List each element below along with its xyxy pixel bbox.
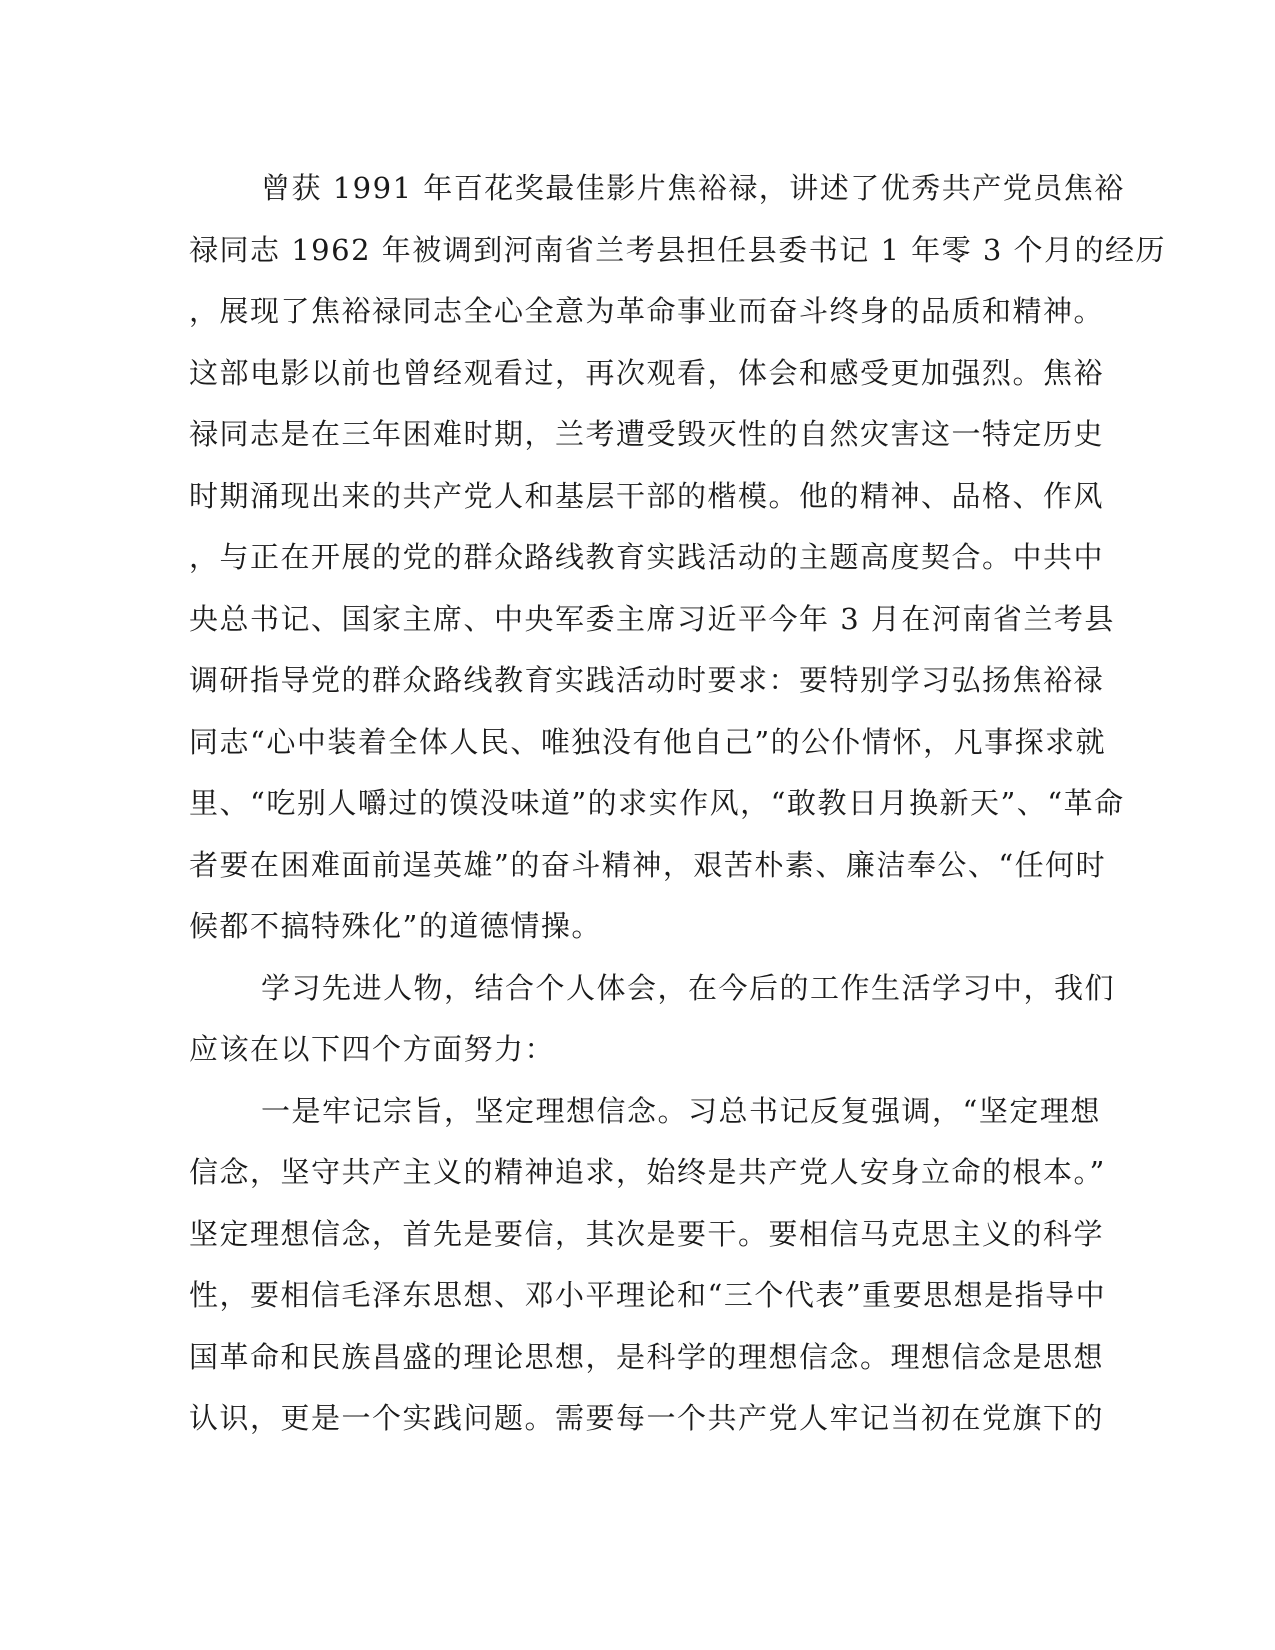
body-text <box>189 158 1167 1450</box>
paragraph-1-line-13: 候都不搞特殊化”的道德情操。 <box>189 909 602 943</box>
paragraph-3-line-1: 一是牢记宗旨，坚定理想信念。习总书记反复强调，“坚定理想 <box>261 1093 1101 1128</box>
paragraph-2-line-2: 应该在以下四个方面努力： <box>189 1032 556 1066</box>
paragraph-1-line-6: 时期涌现出来的共产党人和基层干部的楷模。他的精神、品格、作风 <box>189 478 1105 513</box>
paragraph-1-line-12: 者要在困难面前逞英雄”的奋斗精神，艰苦朴素、廉洁奉公、“任何时 <box>189 847 1107 882</box>
paragraph-1-line-2: 禄同志 1962 年被调到河南省兰考县担任县委书记 1 年零 3 个月的经历 <box>189 232 1167 267</box>
paragraph-1-line-4: 这部电影以前也曾经观看过，再次观看，体会和感受更加强烈。焦裕 <box>189 355 1105 390</box>
paragraph-1-line-5: 禄同志是在三年困难时期，兰考遭受毁灭性的自然灾害这一特定历史 <box>189 417 1105 451</box>
paragraph-1-line-9: 调研指导党的群众路线教育实践活动时要求：要特别学习弘扬焦裕禄 <box>189 663 1105 697</box>
paragraph-3-line-3: 坚定理想信念，首先是要信，其次是要干。要相信马克思主义的科学 <box>189 1216 1105 1251</box>
paragraph-3-line-5: 国革命和民族昌盛的理论思想，是科学的理想信念。理想信念是思想 <box>189 1339 1105 1374</box>
paragraph-1-line-3: ，展现了焦裕禄同志全心全意为革命事业而奋斗终身的品质和精神。 <box>189 294 1105 328</box>
paragraph-3-line-6: 认识，更是一个实践问题。需要每一个共产党人牢记当初在党旗下的 <box>189 1401 1105 1435</box>
paragraph-1-line-1: 曾获 1991 年百花奖最佳影片焦裕禄，讲述了优秀共产党员焦裕 <box>261 171 1125 205</box>
paragraph-1-line-8: 央总书记、国家主席、中央军委主席习近平今年 3 月在河南省兰考县 <box>189 601 1115 636</box>
paragraph-1-line-10: 同志“心中装着全体人民、唯独没有他自己”的公仆情怀，凡事探求就 <box>189 724 1107 759</box>
paragraph-3-line-2: 信念，坚守共产主义的精神追求，始终是共产党人安身立命的根本。” <box>189 1155 1106 1189</box>
paragraph-1-line-11: 里、“吃别人嚼过的馍没味道”的求实作风，“敢教日月换新天”、“革命 <box>189 786 1125 820</box>
paragraph-1-line-7: ，与正在开展的党的群众路线教育实践活动的主题高度契合。中共中 <box>189 540 1105 574</box>
paragraph-2-line-1: 学习先进人物，结合个人体会，在今后的工作生活学习中，我们 <box>261 970 1116 1005</box>
paragraph-3-line-4: 性，要相信毛泽东思想、邓小平理论和“三个代表”重要思想是指导中 <box>189 1278 1107 1312</box>
